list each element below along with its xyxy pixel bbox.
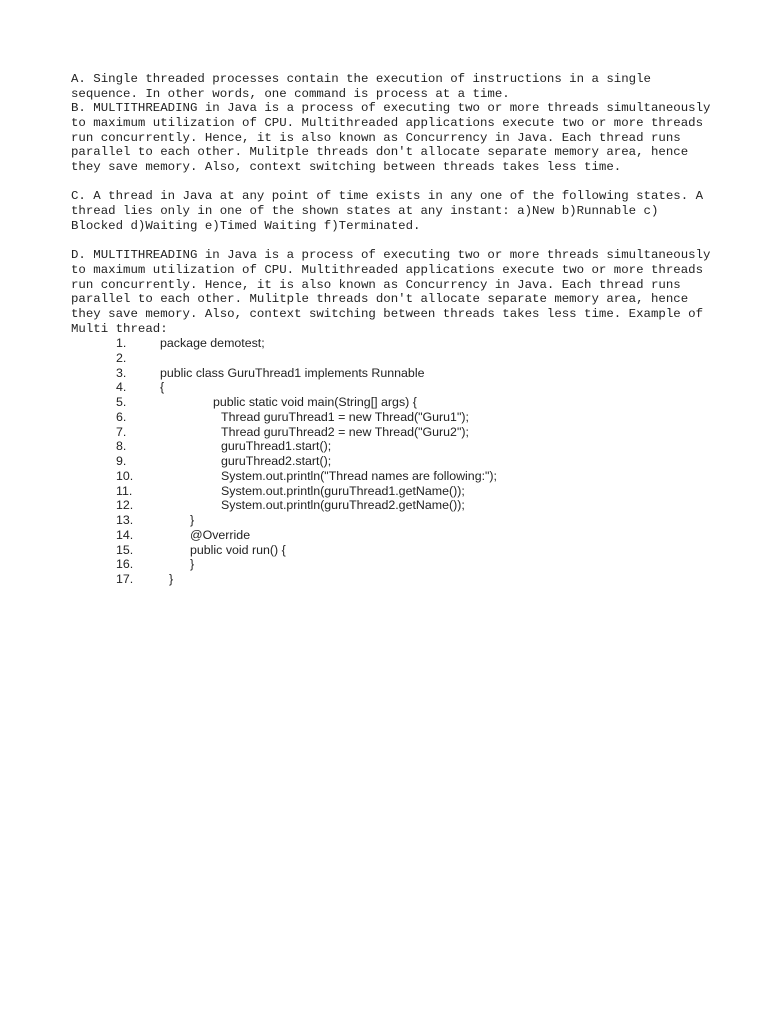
- code-line: [0, 484, 768, 499]
- code-text: public void run() {: [190, 542, 286, 557]
- code-line: [0, 528, 768, 543]
- code-text: System.out.println(guruThread2.getName());: [221, 498, 465, 513]
- code-line: [0, 513, 768, 528]
- code-line: [0, 572, 768, 587]
- code-text: }: [169, 572, 174, 586]
- code-line: [0, 557, 768, 572]
- code-text: System.out.println("Thread names are following:");: [221, 468, 498, 483]
- code-line: [0, 336, 768, 351]
- code-line: [0, 439, 768, 454]
- code-line: [0, 366, 768, 381]
- code-text: public class GuruThread1 implements Runnable: [160, 365, 425, 380]
- line-number: 5.: [116, 395, 127, 409]
- line-number: 9.: [116, 454, 127, 468]
- code-line: [0, 395, 768, 410]
- code-text: @Override: [190, 527, 251, 542]
- line-number: 12.: [116, 498, 134, 513]
- line-number: 3.: [116, 365, 127, 380]
- line-number: 17.: [116, 572, 134, 586]
- code-text: public static void main(String[] args) {: [213, 395, 417, 409]
- code-line: [0, 469, 768, 484]
- code-line: [0, 380, 768, 395]
- line-number: 13.: [116, 513, 134, 527]
- line-number: 7.: [116, 424, 127, 439]
- code-text: Thread guruThread2 = new Thread("Guru2");: [221, 424, 469, 439]
- code-line: [0, 410, 768, 425]
- code-text: Thread guruThread1 = new Thread("Guru1");: [221, 409, 469, 424]
- code-line: [0, 351, 768, 366]
- paragraph-c: C. A thread in Java at any point of time exists in any one of the following states. A thread lies only in one of the shown states at any instant: a)New b)Runnable c) Blocked d)Waiting e)Timed Waiting f)Terminated.: [71, 189, 711, 233]
- line-number: 16.: [116, 557, 134, 572]
- line-number: 11.: [116, 483, 133, 498]
- code-text: }: [190, 513, 195, 527]
- code-line: [0, 425, 768, 440]
- paragraph-b: B. MULTITHREADING in Java is a process of executing two or more threads simultaneously to maximum utilization of CPU. Multithreaded applications execute two or more threads run concurrently. Hence, it is also known as Concurrency in Java. Each thread runs parallel to each other. Mulitple threads don't allocate separate memory area, hence they save memory. Also, context switching between threads takes less time.: [71, 101, 718, 174]
- line-number: 2.: [116, 350, 127, 365]
- line-number: 10.: [116, 468, 134, 483]
- line-number: 14.: [116, 527, 134, 542]
- paragraph-d: D. MULTITHREADING in Java is a process of executing two or more threads simultaneously to maximum utilization of CPU. Multithreaded applications execute two or more threads run concurrently. Hence, it is also known as Concurrency in Java. Each thread runs parallel to each other. Mulitple threads don't allocate separate memory area, hence they save memory. Also, context switching between threads takes less time. Example of Multi thread:: [71, 248, 718, 336]
- code-text: package demotest;: [160, 336, 265, 350]
- code-line: [0, 498, 768, 513]
- code-line: [0, 543, 768, 558]
- code-text: System.out.println(guruThread1.getName());: [221, 483, 465, 498]
- code-text: guruThread2.start();: [221, 454, 332, 468]
- line-number: 15.: [116, 542, 134, 557]
- line-number: 1.: [116, 336, 127, 350]
- line-number: 8.: [116, 439, 127, 454]
- line-number: 6.: [116, 409, 127, 424]
- code-text: guruThread1.start();: [221, 439, 332, 454]
- code-listing: [0, 336, 768, 587]
- line-number: 4.: [116, 380, 127, 395]
- code-line: [0, 454, 768, 469]
- paragraph-a: A. Single threaded processes contain the execution of instructions in a single sequence. In other words, one command is process at a time.: [71, 72, 659, 101]
- code-text: }: [190, 557, 195, 572]
- code-text: {: [160, 380, 165, 395]
